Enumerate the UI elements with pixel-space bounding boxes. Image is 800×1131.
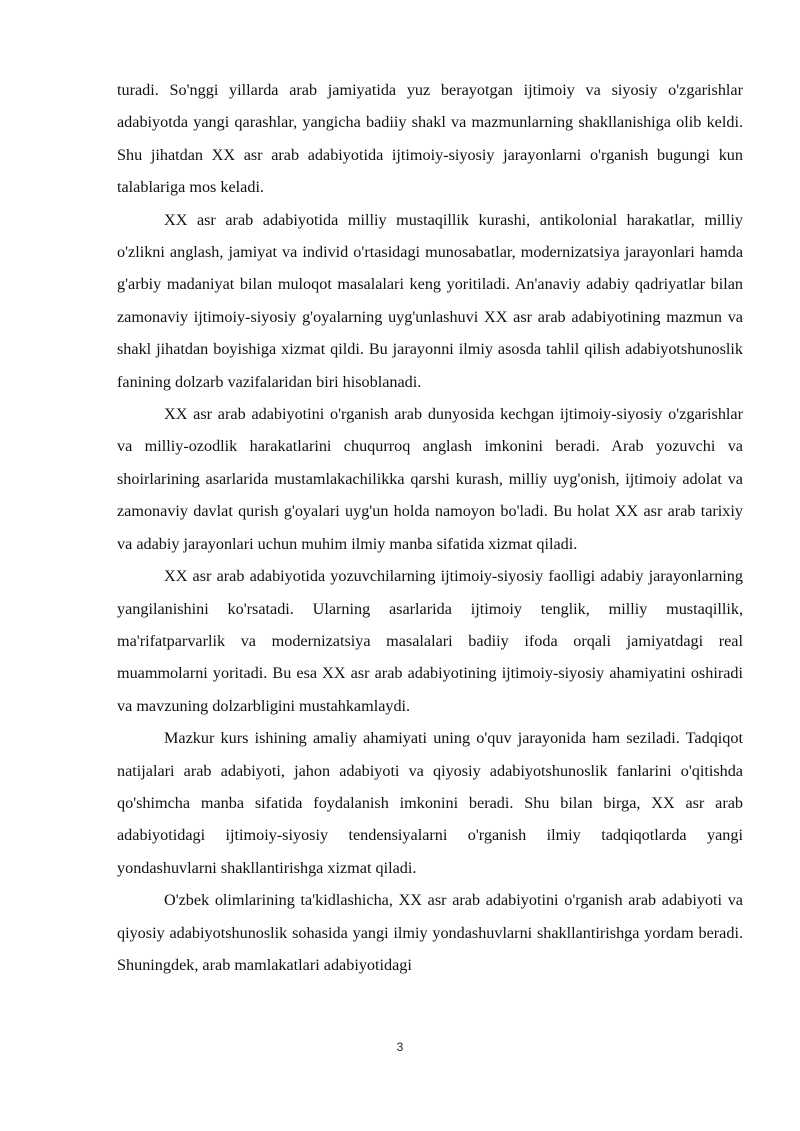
paragraph-4: XX asr arab adabiyotida yozuvchilarning ijtimoiy-siyosiy faolligi adabiy jarayonlarning yangilanishini ko'rsatadi. Ularning asarlarida ijtimoiy tenglik, milliy mustaqillik, ma'rifatparvarlik va modernizatsiya masalalari badiiy ifoda orqali jamiyatdagi real muammolarni yoritadi. Bu esa XX asr arab adabiyotining ijtimoiy-siyosiy ahamiyatini oshiradi va mavzuning dolzarbligini mustahkamlaydi.	[117, 567, 743, 715]
body-text	[117, 74, 743, 981]
paragraph-5: Mazkur kurs ishining amaliy ahamiyati uning o'quv jarayonida ham seziladi. Tadqiqot natijalari arab adabiyoti, jahon adabiyoti va qiyosiy adabiyotshunoslik fanlarini o'qitishda qo'shimcha manba sifatida foydalanish imkonini beradi. Shu bilan birga, XX asr arab adabiyotidagi ijtimoiy-siyosiy tendensiyalarni o'rganish ilmiy tadqiqotlarda yangi yondashuvlarni shakllantirishga xizmat qiladi.	[117, 729, 743, 877]
paragraph-6: O'zbek olimlarining ta'kidlashicha, XX asr arab adabiyotini o'rganish arab adabiyoti va qiyosiy adabiyotshunoslik sohasida yangi ilmiy yondashuvlarni shakllantirishga yordam beradi. Shuningdek, arab mamlakatlari adabiyotidagi	[117, 891, 743, 974]
paragraph-1: turadi. So'nggi yillarda arab jamiyatida yuz berayotgan ijtimoiy va siyosiy o'zgarishlar adabiyotda yangi qarashlar, yangicha badiiy shakl va mazmunlarning shakllanishiga olib keldi. Shu jihatdan XX asr arab adabiyotida ijtimoiy-siyosiy jarayonlarni o'rganish bugungi kun talablariga mos keladi.	[117, 81, 743, 197]
paragraph-2: XX asr arab adabiyotida milliy mustaqillik kurashi, antikolonial harakatlar, milliy o'zlikni anglash, jamiyat va individ o'rtasidagi munosabatlar, modernizatsiya jarayonlari hamda g'arbiy madaniyat bilan muloqot masalalari keng yoritiladi. An'anaviy adabiy qadriyatlar bilan zamonaviy ijtimoiy-siyosiy g'oyalarning uyg'unlashuvi XX asr arab adabiyotining mazmun va shakl jihatdan boyishiga xizmat qildi. Bu jarayonni ilmiy asosda tahlil qilish adabiyotshunoslik fanining dolzarb vazifalaridan biri hisoblanadi.	[117, 210, 743, 391]
paragraph-3: XX asr arab adabiyotini o'rganish arab dunyosida kechgan ijtimoiy-siyosiy o'zgarishlar va milliy-ozodlik harakatlarini chuqurroq anglash imkonini beradi. Arab yozuvchi va shoirlarining asarlarida mustamlakachilikka qarshi kurash, milliy uyg'onish, ijtimoiy adolat va zamonaviy davlat qurish g'oyalari uyg'un holda namoyon bo'ladi. Bu holat XX asr arab tarixiy va adabiy jarayonlari uchun muhim ilmiy manba sifatida xizmat qiladi.	[117, 405, 743, 553]
page-number: 3	[396, 1040, 404, 1054]
